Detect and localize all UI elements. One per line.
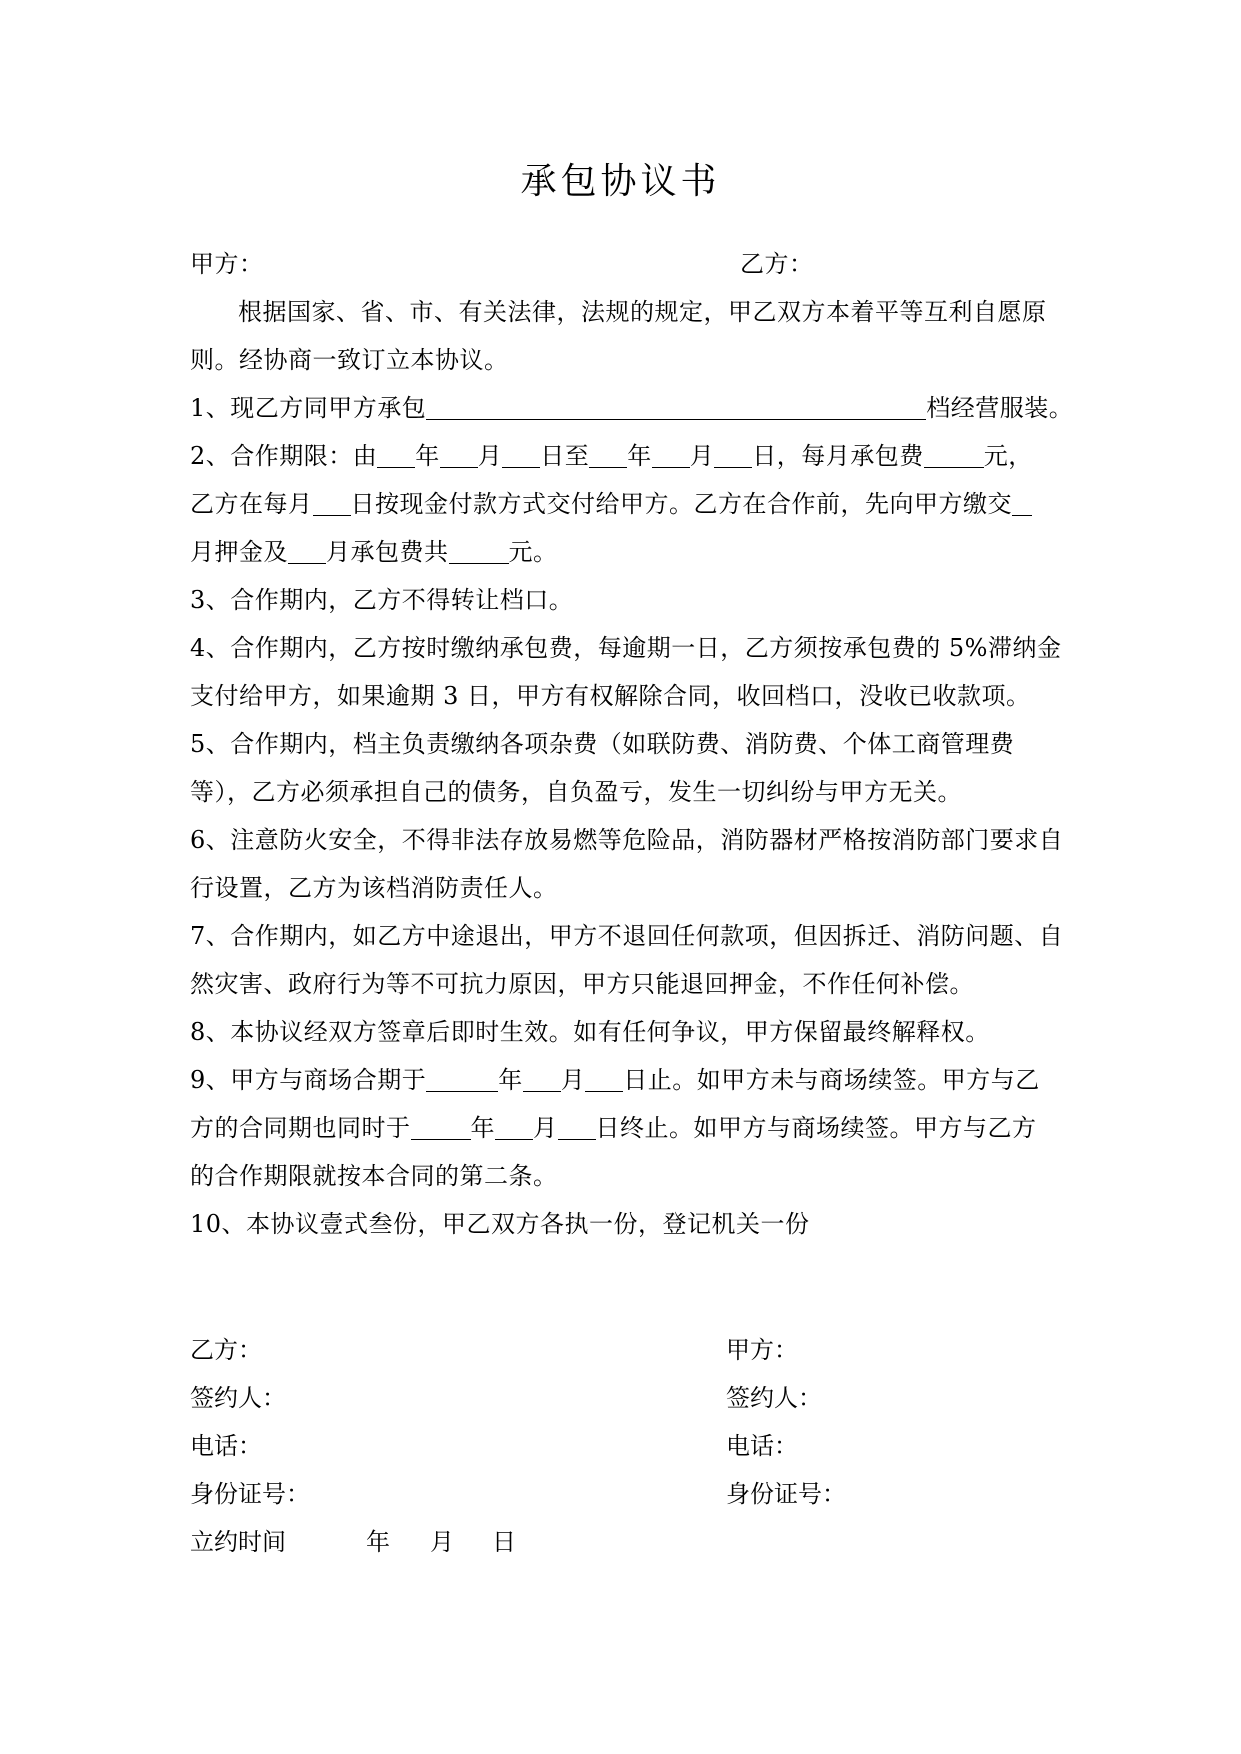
blank[interactable]	[440, 440, 478, 467]
clause-4: 4、合作期内，乙方按时缴纳承包费，每逾期一日，乙方须按承包费的 5%滞纳金支付给甲方，如果逾期 3 日，甲方有权解除合同，收回档口，没收已收款项。	[190, 634, 1062, 710]
blank[interactable]	[1012, 488, 1032, 515]
blank[interactable]	[652, 440, 690, 467]
sig-date-day: 日	[492, 1528, 516, 1556]
blank[interactable]	[589, 440, 627, 467]
clause-2-line-3: 月押金及 月承包费共 元。	[190, 538, 558, 566]
signature-signer-row	[190, 1374, 1090, 1422]
clause-10: 10、本协议壹式叁份，甲乙双方各执一份，登记机关一份	[190, 1210, 810, 1238]
stall-blank[interactable]	[426, 392, 926, 419]
parties-row	[190, 240, 1070, 288]
blank[interactable]	[558, 1112, 596, 1139]
blank[interactable]	[585, 1064, 623, 1091]
clause-8: 8、本协议经双方签章后即时生效。如有任何争议，甲方保留最终解释权。	[190, 1018, 990, 1046]
clause-6: 6、注意防火安全，不得非法存放易燃等危险品，消防器材严格按消防部门要求自行设置，乙方为该档消防责任人。	[190, 826, 1064, 902]
party-b-label: 乙方：	[740, 250, 814, 278]
sig-signer-a: 签约人：	[726, 1384, 822, 1412]
sig-id-a: 身份证号：	[726, 1480, 846, 1508]
signature-id-row	[190, 1470, 1090, 1518]
blank[interactable]	[495, 1112, 533, 1139]
blank[interactable]	[411, 1112, 471, 1139]
blank[interactable]	[449, 536, 509, 563]
intro-line-1: 根据国家、省、市、有关法律，法规的规定，甲乙双方本着平等互利自愿原	[238, 298, 1047, 326]
clause-9-line-3: 的合作期限就按本合同的第二条。	[190, 1162, 558, 1190]
contract-body	[190, 240, 1074, 1248]
blank[interactable]	[924, 440, 984, 467]
sig-phone-a: 电话：	[726, 1432, 798, 1460]
signature-block	[190, 1326, 1090, 1566]
clause-9-line-1: 9、甲方与商场合期于 年 月 日止。如甲方未与商场续签。甲方与乙	[190, 1066, 1040, 1094]
sig-party-a: 甲方：	[726, 1336, 798, 1364]
clause-9-line-2: 方的合同期也同时于 年 月 日终止。如甲方与商场续签。甲方与乙方	[190, 1114, 1037, 1142]
signature-date-row	[190, 1518, 1090, 1566]
clause-2-line-2: 乙方在每月 日按现金付款方式交付给甲方。乙方在合作前，先向甲方缴交	[190, 480, 1070, 528]
blank[interactable]	[502, 440, 540, 467]
clause-3: 3、合作期内，乙方不得转让档口。	[190, 586, 574, 614]
sig-id-b: 身份证号：	[190, 1480, 310, 1508]
signature-parties-row	[190, 1326, 1090, 1374]
clause-2-line-1: 2、合作期限：由 年 月 日至 年 月 日，每月承包费 元，	[190, 442, 1033, 470]
signature-phone-row	[190, 1422, 1090, 1470]
document-title: 承包协议书	[520, 161, 721, 202]
intro-line-2: 则。经协商一致订立本协议。	[190, 346, 509, 374]
sig-phone-b: 电话：	[190, 1432, 262, 1460]
clause-7: 7、合作期内，如乙方中途退出，甲方不退回任何款项，但因拆迁、消防问题、自然灾害、政府行为等不可抗力原因，甲方只能退回押金，不作任何补偿。	[190, 922, 1064, 998]
blank[interactable]	[426, 1064, 498, 1091]
clause-5: 5、合作期内，档主负责缴纳各项杂费（如联防费、消防费、个体工商管理费等），乙方必须承担自己的债务，自负盈亏，发生一切纠纷与甲方无关。	[190, 730, 1015, 806]
sig-party-b: 乙方：	[190, 1336, 262, 1364]
clause-1: 1、现乙方同甲方承包 档经营服装。	[190, 394, 1074, 422]
blank[interactable]	[714, 440, 752, 467]
sig-date-label: 立约时间	[190, 1528, 286, 1556]
party-a-label: 甲方：	[190, 250, 264, 278]
sig-date-year: 年	[366, 1528, 390, 1556]
blank[interactable]	[523, 1064, 561, 1091]
blank[interactable]	[313, 488, 351, 515]
sig-date-month: 月	[430, 1528, 454, 1556]
sig-signer-b: 签约人：	[190, 1384, 286, 1412]
blank[interactable]	[377, 440, 415, 467]
blank[interactable]	[288, 536, 326, 563]
